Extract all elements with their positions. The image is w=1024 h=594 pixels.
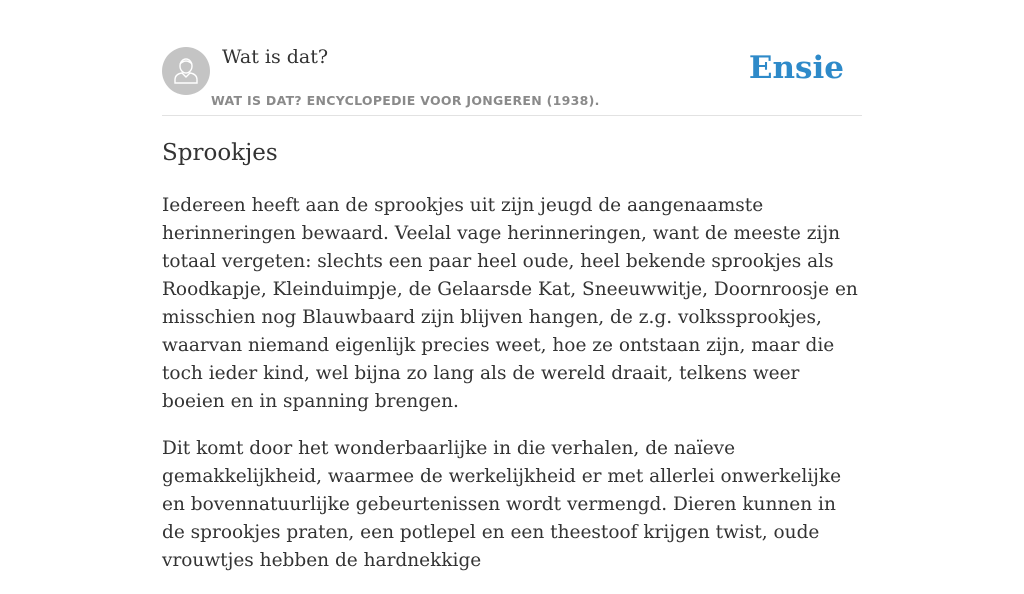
article-paragraph: Dit komt door het wonderbaarlijke in die verhalen, de naïeve gemakkelijkheid, waarmee de werkelijkheid er met allerlei onwerkelijke en bovennatuurlijke gebeurtenissen wordt vermengd. Dieren kunnen in de sprookjes praten, een potlepel en een theestoof krijgen twist, oude vrouwtjes hebben de hardnekkige	[162, 438, 842, 571]
user-icon	[162, 47, 210, 95]
source-title[interactable]: Wat is dat?	[222, 46, 329, 68]
source-header	[162, 40, 862, 116]
avatar[interactable]	[162, 47, 210, 95]
article-title: Sprookjes	[162, 140, 278, 166]
source-subtitle: WAT IS DAT? ENCYCLOPEDIE VOOR JONGEREN (1938).	[211, 93, 600, 108]
article-body	[162, 192, 862, 594]
article-paragraph: Iedereen heeft aan de sprookjes uit zijn jeugd de aangenaamste herinneringen bewaard. Veelal vage herinneringen, want de meeste zijn totaal vergeten: slechts een paar heel oude, heel bekende sprookjes als Roodkapje, Kleinduimpje, de Gelaarsde Kat, Sneeuwwitje, Doornroosje en misschien nog Blauwbaard zijn blijven hangen, de z.g. volkssprookjes, waarvan niemand eigenlijk precies weet, hoe ze ontstaan zijn, maar die toch ieder kind, wel bijna zo lang als de wereld draait, telkens weer boeien en in spanning brengen.	[162, 195, 858, 412]
brand-logo[interactable]: Ensie	[748, 50, 844, 86]
